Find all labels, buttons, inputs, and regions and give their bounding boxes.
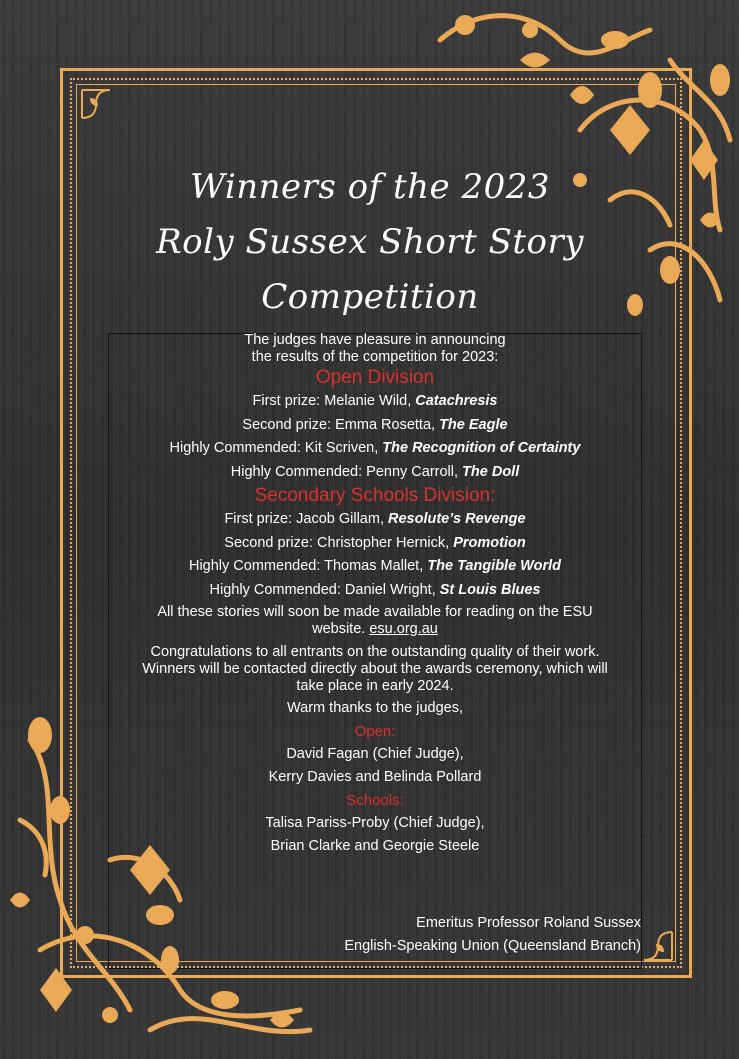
announcement-body [108,332,642,859]
esu-website-link[interactable]: esu.org.au [369,621,438,637]
corner-flourish-bottom-right-icon [640,928,674,962]
schools-judges-line-1: Talisa Pariss-Proby (Chief Judge), [265,814,485,831]
title-line-3: Competition [261,277,479,317]
congrats-line-1: Congratulations to all entrants on the outstanding quality of their work. [150,644,600,660]
secondary-entry: First prize: Jacob Gillam, Resolute’s Revenge [224,511,526,527]
signature-name: Emeritus Professor Roland Sussex [416,915,641,931]
title-line-2: Roly Sussex Short Story [156,222,584,262]
thanks-line: Warm thanks to the judges, [287,700,463,716]
schools-judges-line-2: Brian Clarke and Georgie Steele [270,838,480,854]
open-judges-line-1: David Fagan (Chief Judge), [286,745,464,762]
secondary-entry: Second prize: Christopher Hernick, Promotion [224,534,526,551]
signature-block [300,912,641,958]
open-entry: First prize: Melanie Wild, Catachresis [252,393,498,409]
secondary-division-heading: Secondary Schools Division: [254,485,496,506]
congrats-line-3: take place in early 2024. [296,678,454,694]
schools-judges-heading: Schools: [346,791,404,809]
secondary-entry: Highly Commended: Daniel Wright, St Louis Blues [209,581,541,598]
open-division-heading: Open Division [315,367,435,388]
open-entry: Second prize: Emma Rosetta, The Eagle [242,416,508,433]
intro-line-2: the results of the competition for 2023: [251,349,499,365]
congrats-line-2: Winners will be contacted directly about the awards ceremony, which will [142,661,608,677]
open-entry: Highly Commended: Penny Carroll, The Doll [230,463,520,480]
availability-line-1: All these stories will soon be made available for reading on the ESU [157,604,593,620]
title-line-1: Winners of the 2023 [189,167,551,207]
availability-line-2: website. esu.org.au [312,621,438,637]
corner-flourish-top-left-icon [80,88,114,122]
intro-line-1: The judges have pleasure in announcing [244,332,506,348]
page-title [120,160,620,325]
open-judges-heading: Open: [354,722,396,740]
open-entry: Highly Commended: Kit Scriven, The Recognition of Certainty [169,440,581,456]
secondary-entry: Highly Commended: Thomas Mallet, The Tangible World [188,558,561,574]
open-judges-line-2: Kerry Davies and Belinda Pollard [268,769,482,785]
signature-organization: English-Speaking Union (Queensland Branch) [344,938,641,954]
